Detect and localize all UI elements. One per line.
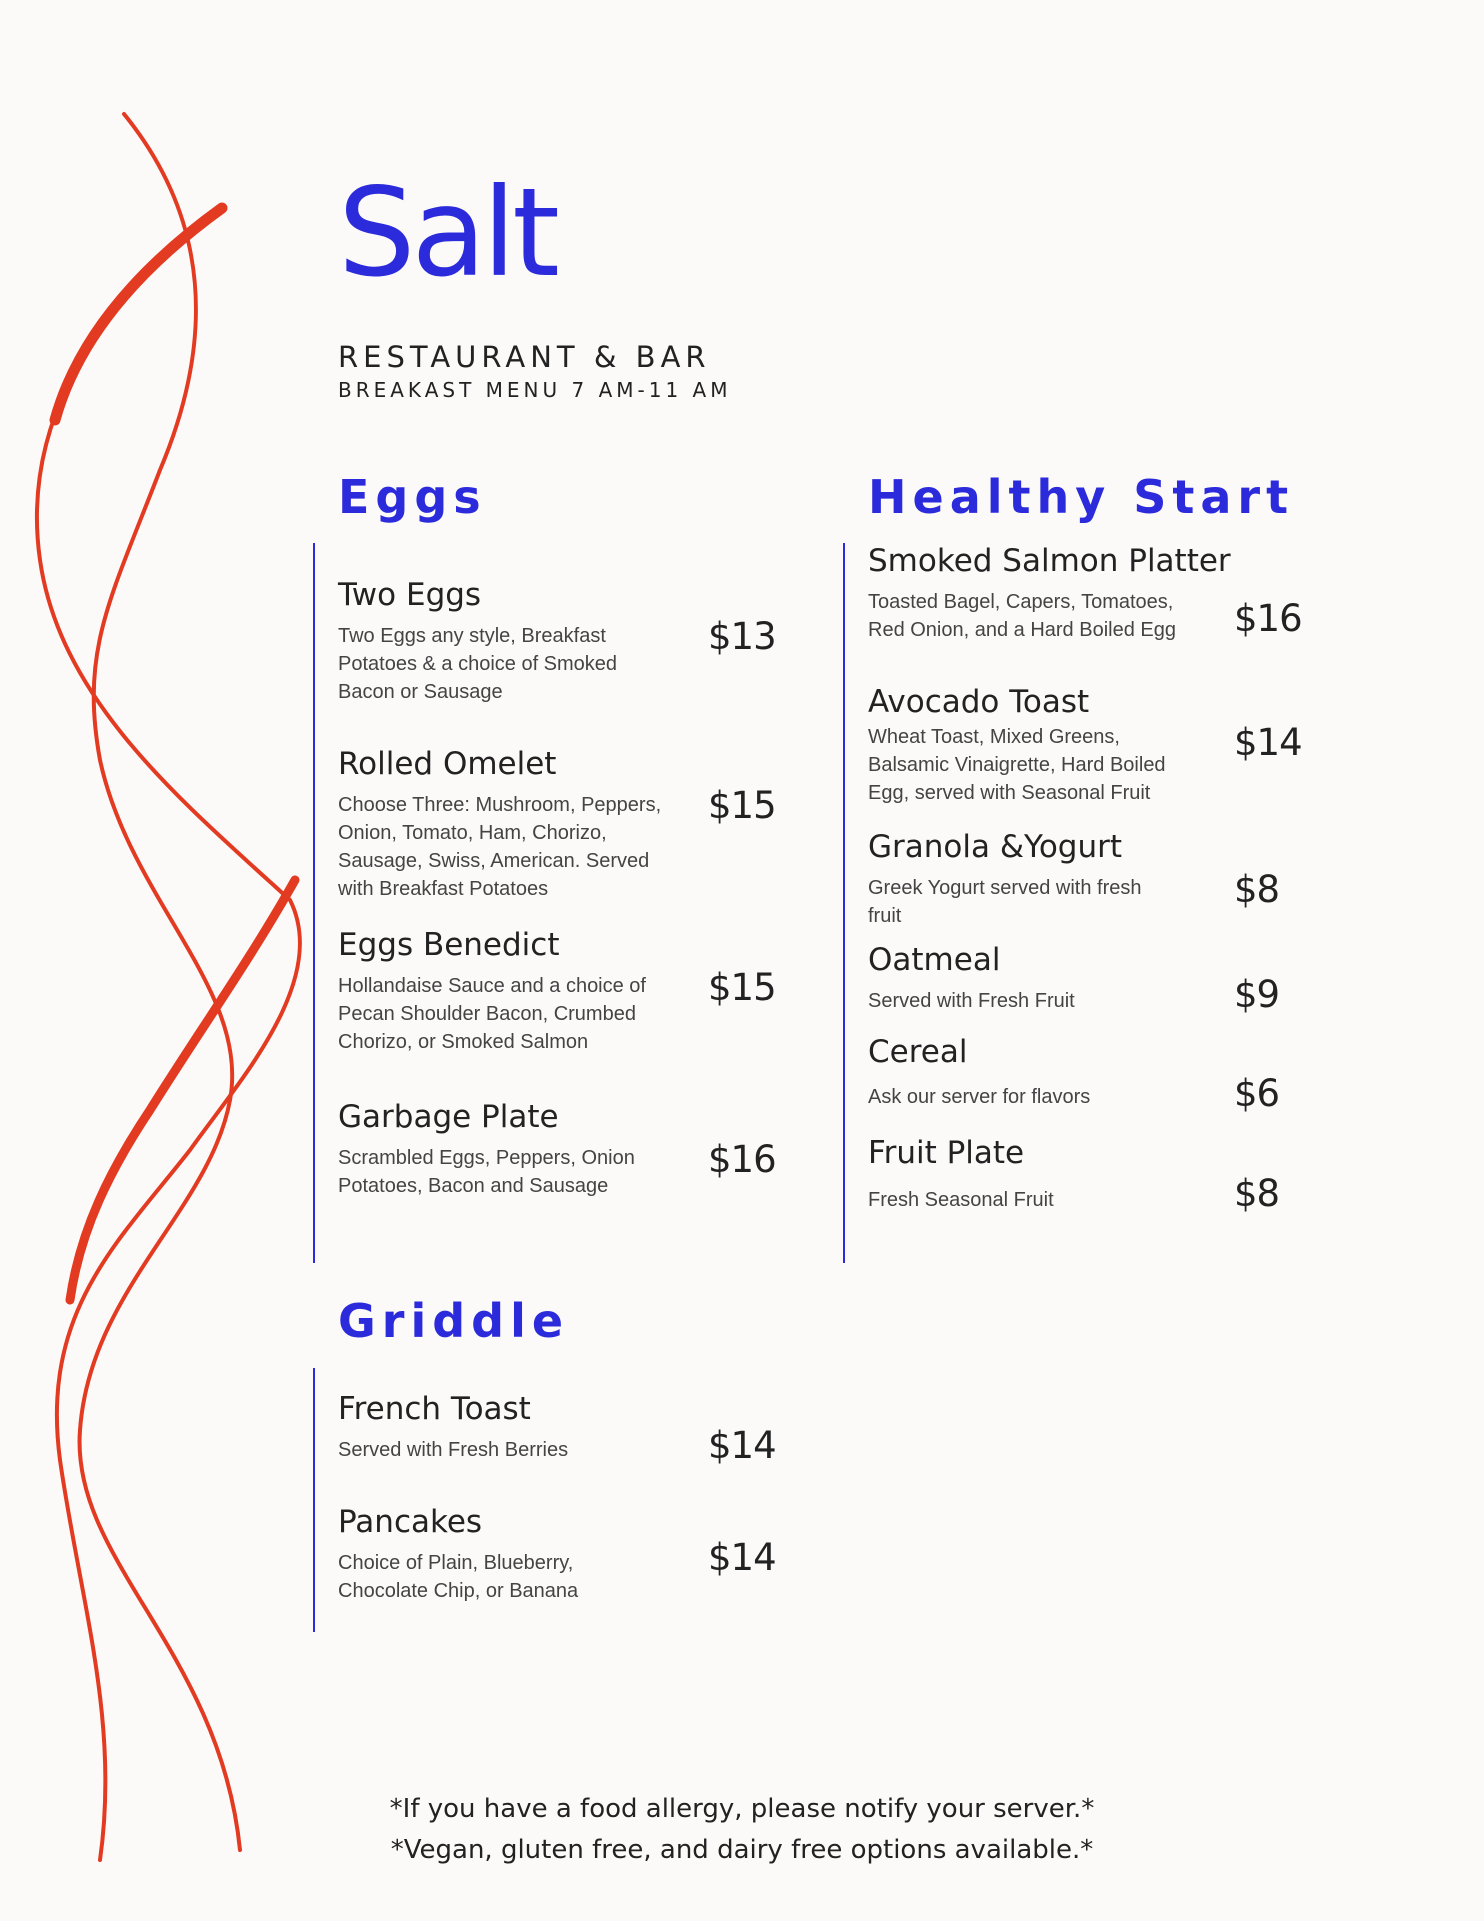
item-description: Greek Yogurt served with fresh fruit [868, 877, 1142, 928]
section-divider-healthy-start [843, 543, 845, 1263]
item-name: Smoked Salmon Platter [868, 543, 1231, 579]
menu-item-granola-yogurt [868, 829, 1248, 930]
section-divider-eggs [313, 543, 315, 1263]
menu-item-garbage-plate [338, 1099, 718, 1200]
item-name: Garbage Plate [338, 1099, 559, 1135]
item-name: Eggs Benedict [338, 927, 560, 963]
menu-item-two-eggs [338, 577, 718, 706]
item-price: $14 [708, 1536, 776, 1579]
item-description: Fresh Seasonal Fruit [868, 1189, 1054, 1212]
item-description: Choice of Plain, Blueberry, Chocolate Chip, or Banana [338, 1552, 579, 1603]
menu-hours: BREAKAST MENU 7 AM-11 AM [338, 378, 732, 402]
item-description: Two Eggs any style, Breakfast Potatoes & a choice of Smoked Bacon or Sausage [338, 625, 618, 704]
menu-item-smoked-salmon-platter [868, 543, 1248, 644]
menu-item-pancakes [338, 1504, 718, 1605]
menu-item-rolled-omelet [338, 746, 718, 903]
item-price: $9 [1234, 973, 1280, 1016]
item-description: Choose Three: Mushroom, Peppers, Onion, Tomato, Ham, Chorizo, Sausage, Swiss, American. Served with Breakfast Potatoes [338, 794, 662, 901]
section-divider-griddle [313, 1368, 315, 1632]
menu-item-fruit-plate [868, 1135, 1248, 1214]
section-title-eggs: Eggs [338, 470, 487, 524]
item-price: $16 [708, 1138, 776, 1181]
section-title-healthy-start: Healthy Start [868, 470, 1295, 524]
item-name: Pancakes [338, 1504, 483, 1540]
item-description: Ask our server for flavors [868, 1086, 1091, 1109]
restaurant-subtitle: RESTAURANT & BAR [338, 340, 711, 374]
item-description: Served with Fresh Berries [338, 1439, 569, 1462]
item-description: Served with Fresh Fruit [868, 990, 1075, 1013]
dietary-options-notice: *Vegan, gluten free, and dairy free options available.* [390, 1835, 1094, 1865]
section-title-griddle: Griddle [338, 1294, 570, 1348]
item-price: $14 [1234, 721, 1302, 764]
item-price: $13 [708, 615, 776, 658]
item-name: French Toast [338, 1391, 531, 1427]
allergy-notice: *If you have a food allergy, please notify your server.* [389, 1794, 1095, 1824]
item-price: $16 [1234, 597, 1302, 640]
restaurant-name: Salt [338, 162, 556, 304]
decorative-squiggle [0, 0, 320, 1921]
item-name: Fruit Plate [868, 1135, 1025, 1171]
item-price: $14 [708, 1424, 776, 1467]
item-price: $15 [708, 966, 776, 1009]
item-description: Scrambled Eggs, Peppers, Onion Potatoes, Bacon and Sausage [338, 1147, 635, 1198]
item-name: Cereal [868, 1034, 968, 1070]
item-price: $8 [1234, 868, 1280, 911]
menu-item-avocado-toast [868, 684, 1248, 807]
item-name: Two Eggs [338, 577, 482, 613]
item-name: Avocado Toast [868, 684, 1090, 720]
item-name: Oatmeal [868, 942, 1001, 978]
item-price: $6 [1234, 1072, 1280, 1115]
item-price: $15 [708, 784, 776, 827]
item-description: Toasted Bagel, Capers, Tomatoes, Red Onion, and a Hard Boiled Egg [868, 591, 1176, 642]
item-name: Rolled Omelet [338, 746, 557, 782]
item-name: Granola &Yogurt [868, 829, 1123, 865]
menu-item-oatmeal [868, 942, 1248, 1015]
menu-item-cereal [868, 1034, 1248, 1111]
menu-item-french-toast [338, 1391, 718, 1464]
item-description: Hollandaise Sauce and a choice of Pecan Shoulder Bacon, Crumbed Chorizo, or Smoked Salmon [338, 975, 646, 1054]
menu-item-eggs-benedict [338, 927, 718, 1056]
item-price: $8 [1234, 1172, 1280, 1215]
item-description: Wheat Toast, Mixed Greens, Balsamic Vinaigrette, Hard Boiled Egg, served with Seasonal Fruit [868, 726, 1166, 805]
